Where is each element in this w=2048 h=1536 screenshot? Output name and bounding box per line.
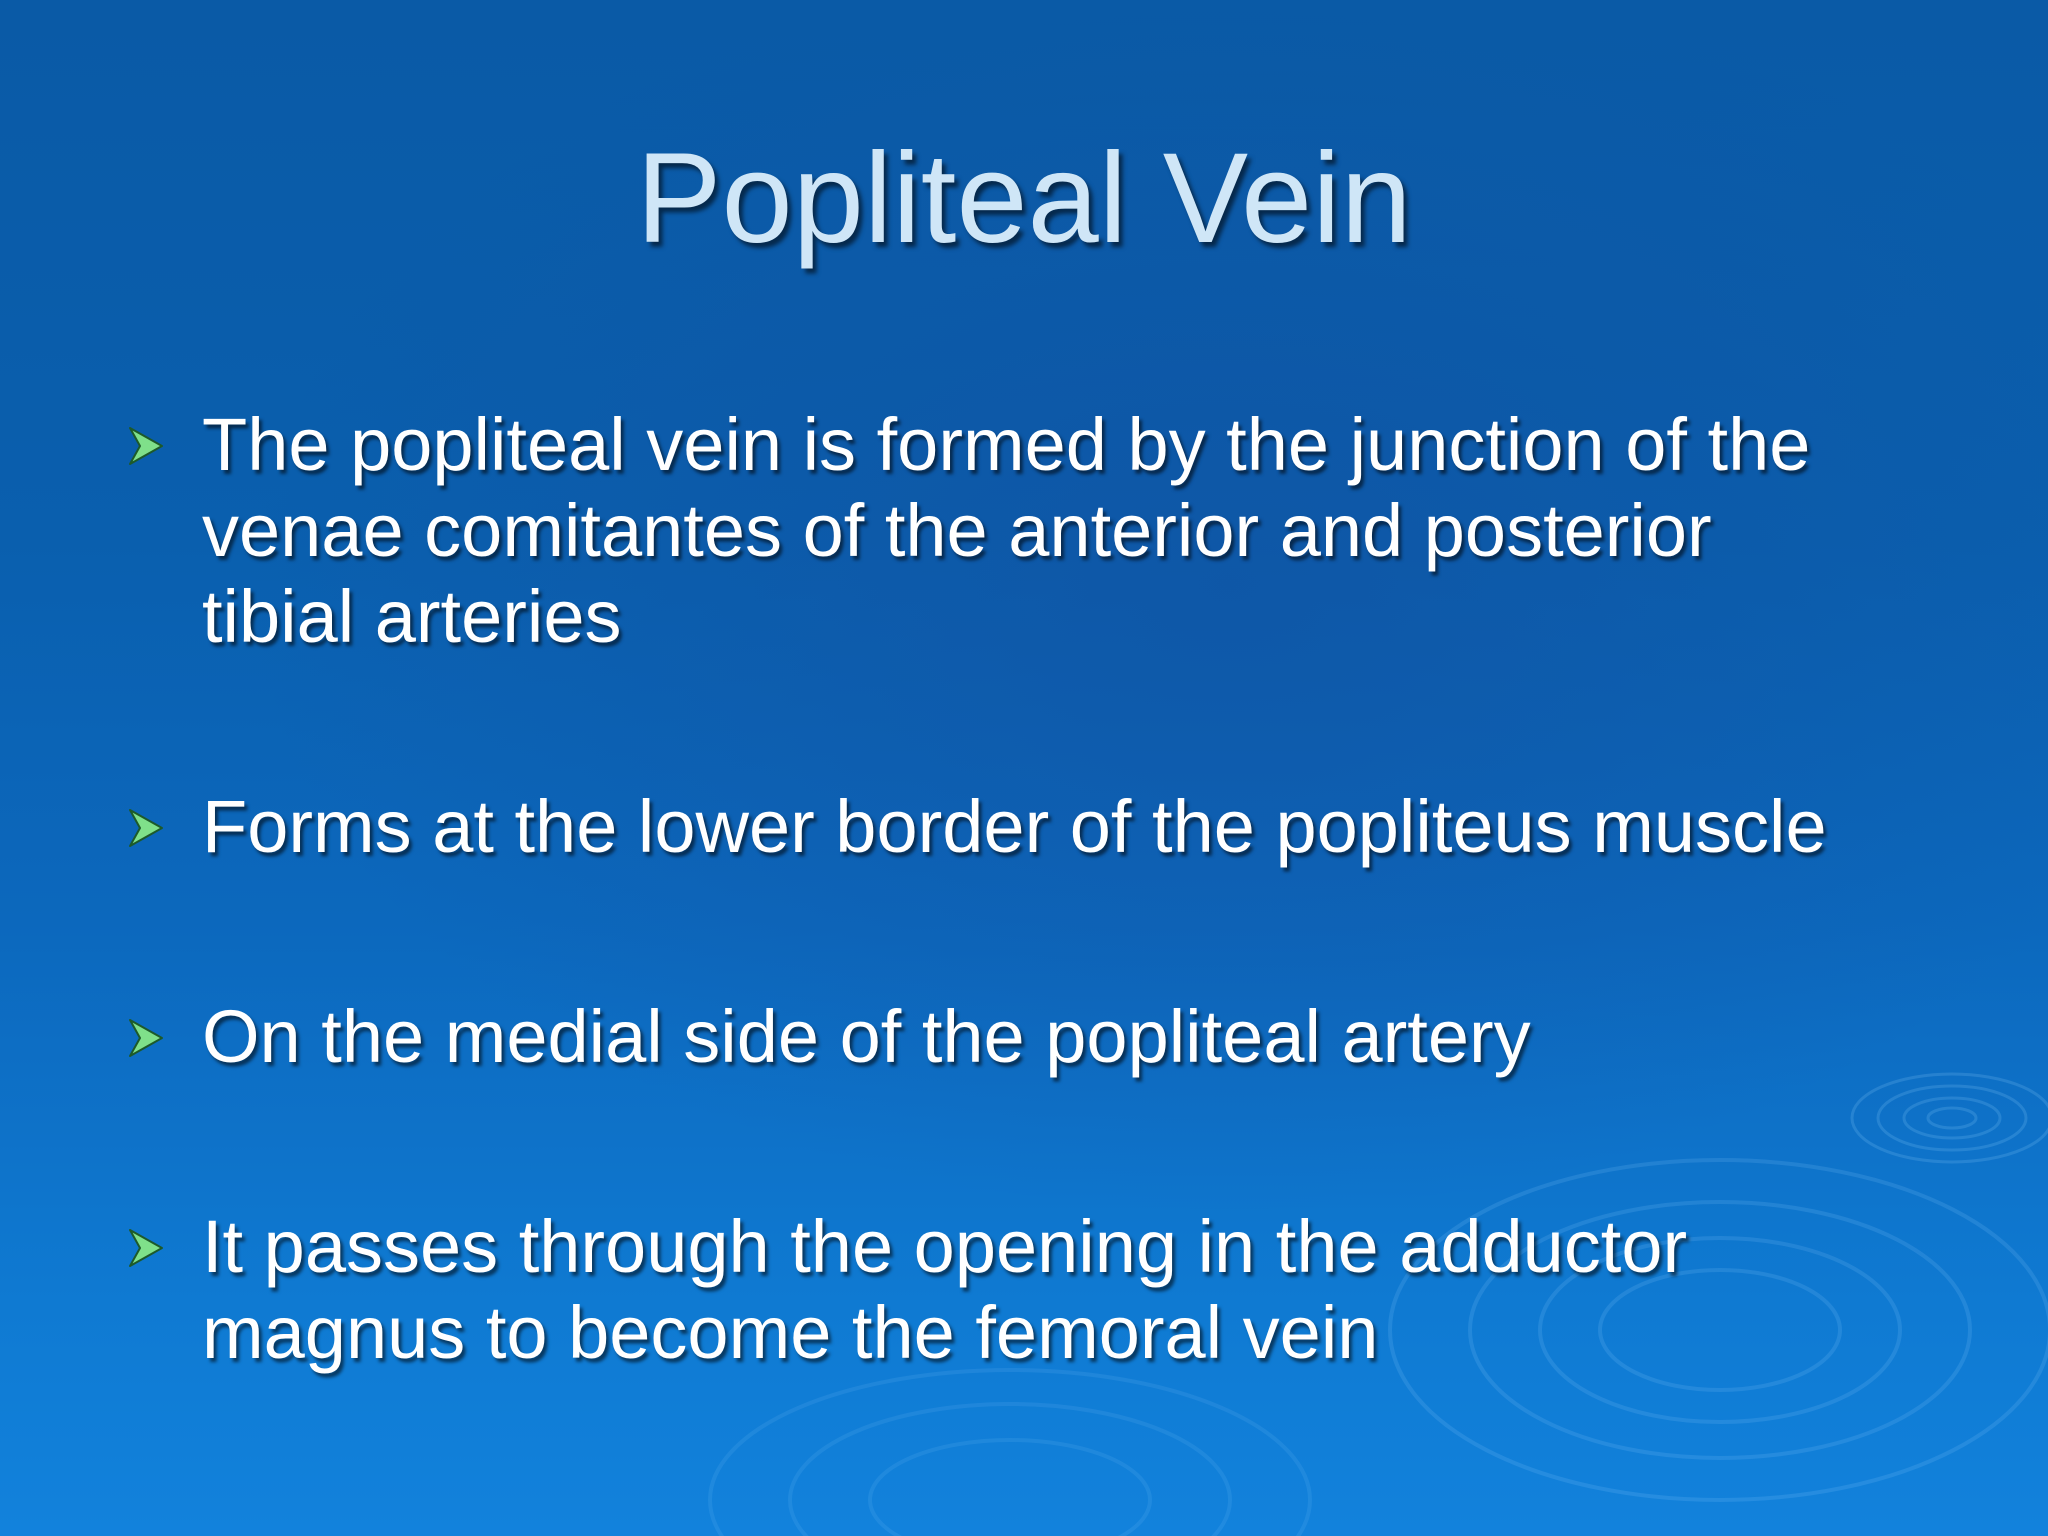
slide-title: Popliteal Vein — [636, 127, 1412, 270]
bullet-item — [120, 402, 1880, 660]
bullet-text: The popliteal vein is formed by the junction of the venae comitantes of the anterior and posterior tibial arteries — [202, 403, 1811, 658]
arrowhead-bullet-icon — [126, 806, 166, 850]
bullet-text: On the medial side of the popliteal artery — [202, 995, 1531, 1078]
arrowhead-bullet-icon — [126, 424, 166, 468]
bullet-item — [120, 994, 1880, 1080]
arrowhead-bullet-icon — [126, 1226, 166, 1270]
bullet-list — [120, 402, 1880, 1376]
bullet-text: It passes through the opening in the adductor magnus to become the femoral vein — [202, 1205, 1688, 1374]
bullet-item — [120, 784, 1880, 870]
bullet-text: Forms at the lower border of the popliteus muscle — [202, 785, 1827, 868]
arrowhead-bullet-icon — [126, 1016, 166, 1060]
bullet-item — [120, 1204, 1880, 1376]
